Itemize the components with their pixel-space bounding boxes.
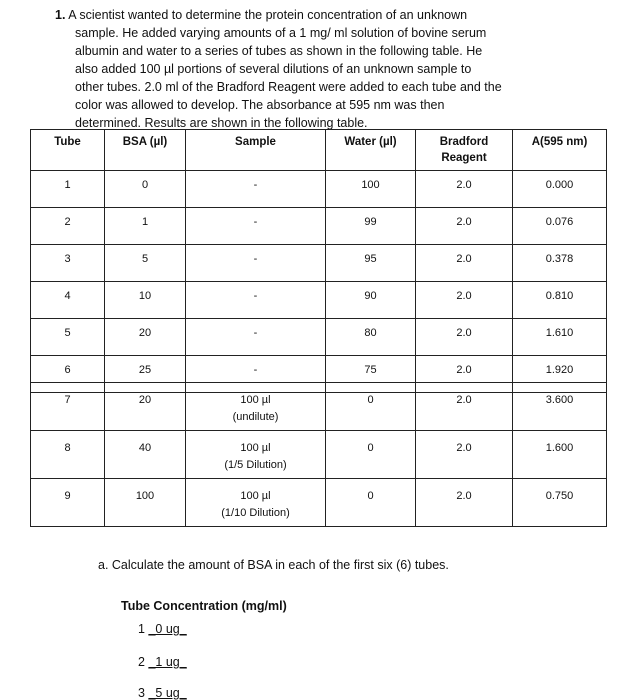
table-cell: 2.0	[416, 171, 513, 208]
question-line-2: sample. He added varying amounts of a 1 mg/ ml solution of bovine serum	[75, 26, 487, 40]
table-cell: 2.0	[416, 245, 513, 282]
table-cell: 6	[31, 356, 105, 393]
table-cell: 100 µl (undilute)	[186, 383, 326, 431]
header-water: Water (µl)	[326, 130, 416, 171]
table-cell: 2.0	[416, 208, 513, 245]
table-cell: 2	[31, 208, 105, 245]
header-bradford: Bradford Reagent	[416, 130, 513, 171]
table-cell: 100	[326, 171, 416, 208]
table-cell: 20	[105, 383, 186, 431]
standards-table	[30, 129, 607, 393]
table-cell: 9	[31, 479, 105, 527]
table-cell: 2.0	[416, 356, 513, 393]
question-line-3: albumin and water to a series of tubes as shown in the following table. He	[75, 44, 483, 58]
table-cell: 2.0	[416, 282, 513, 319]
header-absorbance: A(595 nm)	[513, 130, 607, 171]
table-row	[31, 479, 607, 527]
part-a-question: a. Calculate the amount of BSA in each of the first six (6) tubes.	[98, 558, 449, 572]
concentration-title: Tube Concentration (mg/ml)	[121, 599, 287, 613]
table-cell: 8	[31, 431, 105, 479]
table-cell: 40	[105, 431, 186, 479]
table-cell: 2.0	[416, 319, 513, 356]
table-cell: 2.0	[416, 383, 513, 431]
table-cell: 1.920	[513, 356, 607, 393]
table-cell: 4	[31, 282, 105, 319]
table-cell: 25	[105, 356, 186, 393]
question-line-5: other tubes. 2.0 ml of the Bradford Reagent were added to each tube and the	[75, 80, 502, 94]
table-row	[31, 319, 607, 356]
table-cell: 1.600	[513, 431, 607, 479]
table-cell: 0.378	[513, 245, 607, 282]
table-cell: 1.610	[513, 319, 607, 356]
table-row	[31, 282, 607, 319]
table-row	[31, 245, 607, 282]
question-text	[55, 6, 533, 132]
question-line-7: determined. Results are shown in the following table.	[75, 116, 368, 130]
table-cell: 1	[105, 208, 186, 245]
table-cell: 7	[31, 383, 105, 431]
table-cell: -	[186, 356, 326, 393]
table-header-row	[31, 130, 607, 171]
samples-table	[30, 382, 607, 527]
table-cell: 5	[31, 319, 105, 356]
table-cell: -	[186, 282, 326, 319]
table-cell: 10	[105, 282, 186, 319]
header-tube: Tube	[31, 130, 105, 171]
table-cell: 0	[326, 479, 416, 527]
table-row	[31, 208, 607, 245]
table-cell: 80	[326, 319, 416, 356]
table-cell: 5	[105, 245, 186, 282]
table-cell: 2.0	[416, 431, 513, 479]
table-cell: 0	[105, 171, 186, 208]
table-cell: 100	[105, 479, 186, 527]
table-cell: 3.600	[513, 383, 607, 431]
table-cell: 90	[326, 282, 416, 319]
table-cell: -	[186, 171, 326, 208]
table-cell: 0.810	[513, 282, 607, 319]
table-cell: 100 µl (1/10 Dilution)	[186, 479, 326, 527]
table-cell: 2.0	[416, 479, 513, 527]
table-cell: 0	[326, 383, 416, 431]
table-cell: 0	[326, 431, 416, 479]
table-cell: -	[186, 319, 326, 356]
table-cell: 1	[31, 171, 105, 208]
question-line-1: A scientist wanted to determine the protein concentration of an unknown	[68, 8, 468, 22]
header-sample: Sample	[186, 130, 326, 171]
question-number: 1.	[55, 8, 66, 22]
table-cell: -	[186, 245, 326, 282]
concentration-entry: 2 _1 ug_	[138, 655, 187, 669]
table-row	[31, 431, 607, 479]
table-cell: 99	[326, 208, 416, 245]
table-cell: -	[186, 208, 326, 245]
table-cell: 0.750	[513, 479, 607, 527]
table-cell: 100 µl (1/5 Dilution)	[186, 431, 326, 479]
table-cell: 75	[326, 356, 416, 393]
table-cell: 3	[31, 245, 105, 282]
question-line-4: also added 100 µl portions of several dilutions of an unknown sample to	[75, 62, 472, 76]
table-cell: 0.076	[513, 208, 607, 245]
header-bsa: BSA (µl)	[105, 130, 186, 171]
concentration-entry: 1 _0 ug_	[138, 622, 187, 636]
table-cell: 0.000	[513, 171, 607, 208]
table-row	[31, 383, 607, 431]
table-cell: 20	[105, 319, 186, 356]
question-line-6: color was allowed to develop. The absorbance at 595 nm was then	[75, 98, 445, 112]
concentration-entry: 3 _5 ug_	[138, 686, 187, 700]
table-row	[31, 171, 607, 208]
table-cell: 95	[326, 245, 416, 282]
